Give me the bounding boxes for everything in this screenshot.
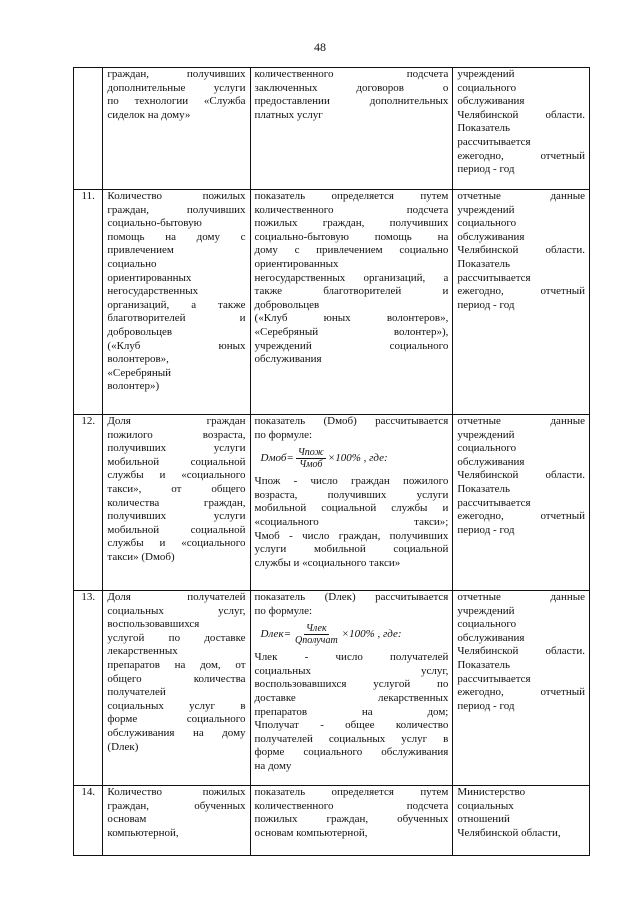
text-line: ежегодно, отчетный xyxy=(457,285,585,298)
formula-tail: ×100% , где: xyxy=(341,627,402,640)
text-line: заключенных договоров о xyxy=(254,81,449,94)
text-line: такси», от общего xyxy=(107,482,246,495)
text-line: добровольцев xyxy=(107,325,173,338)
text-line: сиделок на дому» xyxy=(107,108,191,121)
text-line: мобильной социальной службы и xyxy=(254,502,449,515)
text-line: службы и «социального такси» xyxy=(254,556,401,569)
text-line: компьютерной, xyxy=(107,826,179,839)
text-line: количественного подсчета xyxy=(254,68,449,80)
formula-lhs: Dмоб xyxy=(260,451,287,464)
text-line: дополнительные услуги xyxy=(107,81,246,94)
text-line: Количество пожилых xyxy=(107,786,246,798)
text-line: платных услуг xyxy=(254,108,323,121)
text-line: негосударственных организаций, а xyxy=(254,271,449,284)
text-line: воспользовавшихся услугой по xyxy=(254,678,449,691)
method-cell xyxy=(250,190,453,415)
text-line: социально-бытовую помощь на xyxy=(254,230,449,243)
row-number: 12. xyxy=(74,415,103,591)
text-line: Челябинской области. xyxy=(457,469,585,482)
text-line: рассчитывается xyxy=(457,135,531,148)
text-line: форме социального xyxy=(107,713,246,726)
text-line: пожилого возраста, xyxy=(107,428,246,441)
text-line: предоставлении дополнительных xyxy=(254,95,449,108)
text-line: Показатель xyxy=(457,122,511,135)
text-line: по формуле: xyxy=(254,604,313,617)
row-number: 14. xyxy=(74,786,103,856)
text-line: Доля граждан xyxy=(107,415,246,427)
row-number: 11. xyxy=(74,190,103,415)
page-number: 48 xyxy=(314,40,326,54)
text-line: услугой по доставке xyxy=(107,631,246,644)
indicator-cell xyxy=(103,786,250,856)
text-line: основам xyxy=(107,813,147,826)
text-line: период - год xyxy=(457,298,515,311)
text-line: показатель определяется путем xyxy=(254,190,449,202)
text-line: социальных xyxy=(457,799,514,812)
text-line: Челябинской области. xyxy=(457,645,585,658)
text-line: получателей xyxy=(107,686,166,699)
text-line: Челябинской области, xyxy=(457,826,561,839)
text-line: обслуживания xyxy=(457,631,525,644)
text-line: ежегодно, отчетный xyxy=(457,510,585,523)
method-cell xyxy=(250,68,453,190)
text-line: (Dлек) xyxy=(107,740,139,753)
text-line: обслуживания xyxy=(457,455,525,468)
text-line: пожилых граждан, обученных xyxy=(254,813,449,826)
text-line: волонтер») xyxy=(107,380,160,393)
text-line: Чполучат - общее количество xyxy=(254,719,449,732)
text-line: показатель определяется путем xyxy=(254,786,449,798)
text-line: ежегодно, отчетный xyxy=(457,686,585,699)
method-cell xyxy=(250,415,453,591)
text-line: обслуживания xyxy=(457,95,525,108)
text-line: лекарственных xyxy=(107,645,178,658)
text-line: получивших услуги xyxy=(107,442,246,455)
text-line: доставке лекарственных xyxy=(254,691,449,704)
text-line: отчетные данные xyxy=(457,415,585,427)
text-line: период - год xyxy=(457,523,515,536)
formula xyxy=(261,623,449,646)
text-line: социальных услуг, xyxy=(107,604,246,617)
text-line: службы и «социального xyxy=(107,469,246,482)
source-cell xyxy=(453,786,590,856)
text-line: волонтеров», xyxy=(107,353,169,366)
text-line: период - год xyxy=(457,163,515,176)
fraction-denominator: Qполучат xyxy=(295,635,338,647)
fraction xyxy=(296,447,326,470)
text-line: показатель (Dмоб) рассчитывается xyxy=(254,415,449,427)
text-line: дому с привлечением социально xyxy=(254,244,449,257)
text-line: привлечением xyxy=(107,244,174,257)
text-line: возраста, получивших услуги xyxy=(254,488,449,501)
text-line: по технологии «Служба xyxy=(107,95,246,108)
text-line: Члек - число получателей xyxy=(254,651,449,664)
text-line: социального xyxy=(457,217,517,230)
text-line: ориентированных xyxy=(254,257,339,270)
text-line: период - год xyxy=(457,699,515,712)
text-line: ежегодно, отчетный xyxy=(457,149,585,162)
table-row xyxy=(74,415,590,591)
source-cell xyxy=(453,415,590,591)
text-line: получивших услуги xyxy=(107,510,246,523)
table-row xyxy=(74,68,590,190)
indicator-cell xyxy=(103,591,250,786)
text-line: учреждений xyxy=(457,203,515,216)
text-line: граждан, обученных xyxy=(107,799,246,812)
method-cell xyxy=(250,591,453,786)
fraction-numerator: Чпож xyxy=(297,447,324,459)
text-line: обслуживания xyxy=(254,353,322,366)
text-line: основам компьютерной, xyxy=(254,826,368,839)
text-line: рассчитывается xyxy=(457,496,531,509)
row-number xyxy=(74,68,103,190)
text-line: мобильной социальной xyxy=(107,523,246,536)
text-line: социального xyxy=(457,81,517,94)
text-line: негосударственных xyxy=(107,285,199,298)
text-line: по формуле: xyxy=(254,428,313,441)
text-line: «Серебряный волонтер»), xyxy=(254,325,449,338)
text-line: социального xyxy=(457,442,517,455)
indicator-cell xyxy=(103,68,250,190)
source-cell xyxy=(453,591,590,786)
text-line: граждан, получивших xyxy=(107,68,246,80)
text-line: добровольцев xyxy=(254,298,320,311)
text-line: Челябинской области. xyxy=(457,108,585,121)
text-line: социального xyxy=(457,618,517,631)
text-line: количественного подсчета xyxy=(254,799,449,812)
text-line: воспользовавшихся xyxy=(107,618,200,631)
text-line: службы и «социального xyxy=(107,537,246,550)
text-line: Челябинской области. xyxy=(457,244,585,257)
text-line: социальных услуг в xyxy=(107,699,246,712)
text-line: граждан, получивших xyxy=(107,203,246,216)
text-line: услуги мобильной социальной xyxy=(254,543,449,556)
text-line: «Серебряный xyxy=(107,366,171,379)
text-line: обслуживания xyxy=(457,230,525,243)
fraction-denominator: Чмоб xyxy=(299,459,323,471)
text-line: препаратов на дом, от xyxy=(107,658,246,671)
text-line: рассчитывается xyxy=(457,271,531,284)
text-line: учреждений xyxy=(457,428,515,441)
text-line: «социального такси»; xyxy=(254,515,449,528)
text-line: количества граждан, xyxy=(107,496,246,509)
text-line: социальных услуг, xyxy=(254,664,449,677)
text-line: («Клуб юных xyxy=(107,339,246,352)
source-cell xyxy=(453,190,590,415)
text-line: Показатель xyxy=(457,257,511,270)
text-line: Чпож - число граждан пожилого xyxy=(254,475,449,488)
text-line: социально-бытовую xyxy=(107,217,202,230)
fraction-numerator: Члек xyxy=(306,623,327,635)
text-line: рассчитывается xyxy=(457,672,531,685)
text-line: получателей социальных услуг в xyxy=(254,732,449,745)
text-line: учреждений xyxy=(457,68,515,80)
table-row xyxy=(74,190,590,415)
text-line: на дому xyxy=(254,759,292,772)
table-row xyxy=(74,591,590,786)
text-line: («Клуб юных волонтеров», xyxy=(254,312,449,325)
text-line: также благотворителей и xyxy=(254,285,449,298)
text-line: Министерство xyxy=(457,786,526,798)
equals-sign: = xyxy=(283,627,292,640)
text-line: показатель (Dлек) рассчитывается xyxy=(254,591,449,603)
text-line: ориентированных xyxy=(107,271,192,284)
text-line: количественного подсчета xyxy=(254,203,449,216)
text-line: Чмоб - число граждан, получивших xyxy=(254,529,449,542)
formula xyxy=(261,447,449,470)
text-line: препаратов на дом; xyxy=(254,705,449,718)
text-line: учреждений xyxy=(457,604,515,617)
text-line: отчетные данные xyxy=(457,190,585,202)
text-line: Доля получателей xyxy=(107,591,246,603)
text-line: отношений xyxy=(457,813,510,826)
text-line: пожилых граждан, получивших xyxy=(254,217,449,230)
text-line: мобильной социальной xyxy=(107,455,246,468)
text-line: Показатель xyxy=(457,482,511,495)
text-line: общего количества xyxy=(107,672,246,685)
table-row xyxy=(74,786,590,856)
indicator-cell xyxy=(103,190,250,415)
text-line: Показатель xyxy=(457,658,511,671)
text-line: такси» (Dмоб) xyxy=(107,550,175,563)
source-cell xyxy=(453,68,590,190)
text-line: форме социального обслуживания xyxy=(254,746,449,759)
text-line: организаций, а также xyxy=(107,298,246,311)
indicator-cell xyxy=(103,415,250,591)
indicators-table xyxy=(73,67,590,856)
equals-sign: = xyxy=(286,451,294,464)
formula-tail: ×100% , где: xyxy=(327,451,388,464)
text-line: отчетные данные xyxy=(457,591,585,603)
text-line: учреждений социального xyxy=(254,339,449,352)
text-line: помощь на дому с xyxy=(107,230,246,243)
text-line: социально xyxy=(107,257,157,270)
text-line: благотворителей и xyxy=(107,312,246,325)
fraction xyxy=(293,623,340,646)
method-cell xyxy=(250,786,453,856)
text-line: обслуживания на дому xyxy=(107,726,246,739)
row-number: 13. xyxy=(74,591,103,786)
text-line: Количество пожилых xyxy=(107,190,246,202)
formula-lhs: Dлек xyxy=(260,627,284,640)
